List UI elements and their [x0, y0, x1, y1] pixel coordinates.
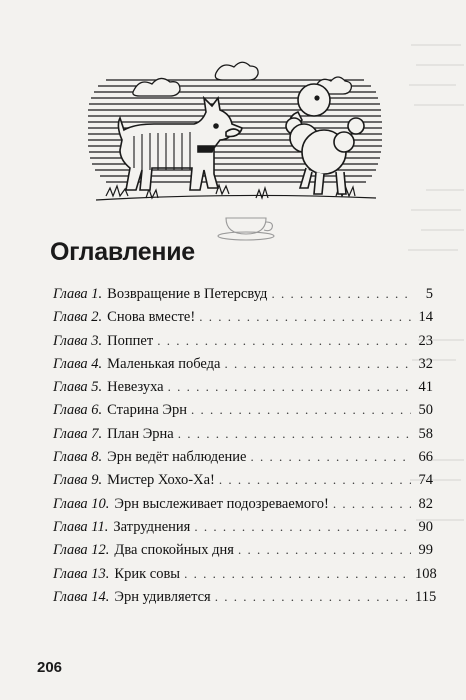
dot-leader	[178, 426, 411, 442]
chapter-page-number: 5	[425, 286, 433, 302]
toc-entry[interactable]	[53, 309, 433, 332]
toc-entry[interactable]	[53, 565, 437, 589]
chapter-label: Глава 9.	[53, 472, 103, 489]
chapter-title: Эрн выслеживает подозреваемого!	[114, 495, 329, 512]
toc-entry[interactable]	[53, 496, 433, 519]
chapter-title: Затруднения	[113, 518, 191, 535]
dot-leader	[184, 566, 411, 582]
chapter-title: Маленькая победа	[107, 355, 221, 372]
toc-entry[interactable]	[53, 426, 433, 449]
chapter-title: Невезуха	[107, 379, 164, 396]
chapter-page-number: 82	[418, 495, 433, 512]
toc-entry[interactable]	[53, 286, 433, 309]
chapter-label: Глава 14.	[53, 588, 110, 605]
chapter-title: Поппет	[107, 332, 154, 349]
chapter-page-number: 115	[415, 588, 437, 605]
chapter-label: Глава 3.	[53, 332, 103, 349]
toc-entry[interactable]	[53, 588, 437, 612]
dot-leader	[194, 519, 411, 535]
chapter-page-number: 58	[418, 425, 433, 442]
chapter-title: Возвращение в Петерсвуд	[107, 286, 268, 302]
chapter-page-number: 90	[418, 518, 433, 535]
toc-entry[interactable]	[53, 542, 433, 565]
chapter-label: Глава 1.	[53, 286, 103, 302]
chapter-page-number: 99	[418, 542, 433, 559]
toc-entry[interactable]	[53, 472, 433, 495]
chapter-label: Глава 7.	[53, 425, 103, 442]
toc-entry[interactable]	[53, 333, 433, 356]
page-number: 206	[37, 659, 63, 676]
chapter-label: Глава 2.	[53, 309, 103, 326]
chapter-title: Эрн ведёт наблюдение	[107, 449, 247, 466]
chapter-label: Глава 4.	[53, 355, 103, 372]
toc-entry[interactable]	[53, 519, 433, 542]
chapter-title: Снова вместе!	[107, 309, 196, 326]
chapter-label: Глава 8.	[53, 449, 103, 466]
chapter-title: Мистер Хохо-Ха!	[107, 472, 215, 489]
two-dogs-illustration	[86, 28, 386, 243]
chapter-label: Глава 6.	[53, 402, 103, 419]
chapter-label: Глава 13.	[53, 565, 110, 582]
chapter-title: План Эрна	[107, 425, 174, 442]
dot-leader	[219, 472, 411, 488]
chapter-label: Глава 5.	[53, 379, 103, 396]
toc-entry[interactable]	[53, 379, 433, 402]
dot-leader	[271, 286, 411, 302]
dot-leader	[250, 449, 411, 465]
chapter-page-number: 23	[418, 332, 433, 349]
toc-entry[interactable]	[53, 402, 433, 425]
dot-leader	[238, 542, 411, 558]
chapter-page-number: 41	[418, 379, 433, 396]
toc-entry[interactable]	[53, 356, 433, 379]
chapter-title: Старина Эрн	[107, 402, 188, 419]
toc-entry[interactable]	[53, 449, 433, 472]
chapter-page-number: 14	[418, 309, 433, 326]
chapter-title: Эрн удивляется	[114, 588, 211, 605]
dot-leader	[224, 356, 411, 372]
chapter-title: Крик совы	[114, 565, 181, 582]
dot-leader	[333, 496, 411, 512]
toc-title: Оглавление	[50, 238, 195, 266]
chapter-page-number: 74	[418, 472, 433, 489]
toc-list	[53, 286, 437, 612]
chapter-label: Глава 11.	[53, 518, 109, 535]
dot-leader	[168, 379, 411, 395]
dot-leader	[191, 402, 411, 418]
dot-leader	[157, 333, 411, 349]
chapter-page-number: 66	[418, 449, 433, 466]
chapter-title: Два спокойных дня	[114, 542, 234, 559]
chapter-label: Глава 10.	[53, 495, 110, 512]
chapter-label: Глава 12.	[53, 542, 110, 559]
dot-leader	[199, 309, 411, 325]
chapter-page-number: 50	[418, 402, 433, 419]
chapter-page-number: 108	[415, 565, 437, 582]
chapter-page-number: 32	[418, 355, 433, 372]
dot-leader	[215, 589, 411, 605]
poodle	[286, 84, 364, 194]
